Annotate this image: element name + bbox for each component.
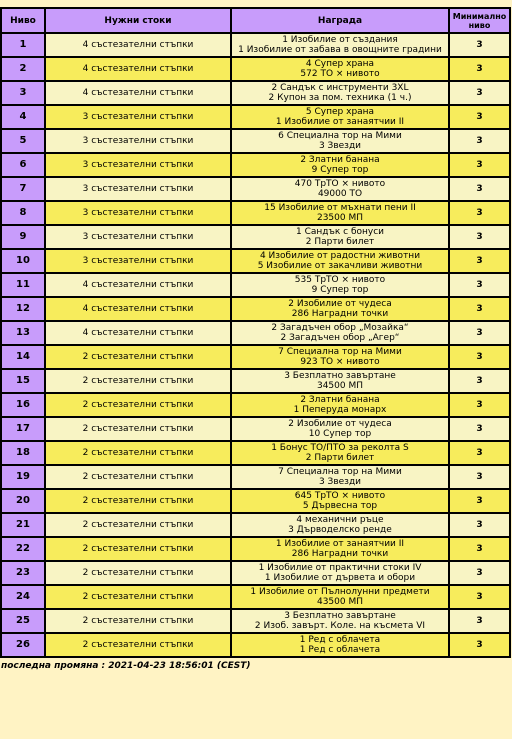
table-row xyxy=(1,345,510,369)
table-row xyxy=(1,81,510,105)
reward-cell xyxy=(231,177,449,201)
min-level-cell: 3 xyxy=(449,633,510,657)
goods-cell: 4 състезателни стъпки xyxy=(45,297,231,321)
reward-line: 1 Пеперуда монарх xyxy=(293,405,387,415)
reward-line: 3 Звезди xyxy=(318,477,362,487)
table-row xyxy=(1,417,510,441)
table-row xyxy=(1,369,510,393)
header-min-level xyxy=(449,8,510,33)
level-cell: 18 xyxy=(1,441,45,465)
reward-line: 4 механични ръце xyxy=(296,515,384,525)
level-cell: 15 xyxy=(1,369,45,393)
level-cell: 14 xyxy=(1,345,45,369)
reward-cell xyxy=(231,33,449,57)
reward-line: 4 Изобилие от радостни животни xyxy=(259,251,421,261)
reward-cell xyxy=(231,297,449,321)
reward-line: 535 ТрТО × нивото xyxy=(294,275,386,285)
level-cell: 17 xyxy=(1,417,45,441)
table-row xyxy=(1,201,510,225)
table-row xyxy=(1,585,510,609)
goods-cell: 2 състезателни стъпки xyxy=(45,441,231,465)
reward-line: 572 ТО × нивото xyxy=(300,69,380,79)
goods-cell: 3 състезателни стъпки xyxy=(45,105,231,129)
reward-line: 2 Парти билет xyxy=(305,237,375,247)
min-level-cell: 3 xyxy=(449,441,510,465)
min-level-cell: 3 xyxy=(449,417,510,441)
min-level-cell: 3 xyxy=(449,369,510,393)
goods-cell: 3 състезателни стъпки xyxy=(45,249,231,273)
reward-line: 2 Парти билет xyxy=(305,453,375,463)
reward-line: 2 Златни банана xyxy=(300,395,380,405)
reward-line: 1 Изобилие от създания xyxy=(282,35,398,45)
reward-line: 9 Супер тор xyxy=(311,165,369,175)
reward-line: 10 Супер тор xyxy=(308,429,372,439)
level-cell: 23 xyxy=(1,561,45,585)
min-level-cell: 3 xyxy=(449,537,510,561)
reward-line: 3 Дърводелско ренде xyxy=(288,525,392,535)
reward-line: 3 Безплатно завъртане xyxy=(284,371,396,381)
table-row xyxy=(1,249,510,273)
reward-cell xyxy=(231,345,449,369)
goods-cell: 2 състезателни стъпки xyxy=(45,393,231,417)
reward-cell xyxy=(231,225,449,249)
goods-cell: 4 състезателни стъпки xyxy=(45,33,231,57)
header-min-level-line2: ниво xyxy=(468,20,491,30)
table-row xyxy=(1,633,510,657)
reward-line: 1 Ред с облачета xyxy=(299,635,381,645)
level-cell: 1 xyxy=(1,33,45,57)
goods-cell: 4 състезателни стъпки xyxy=(45,321,231,345)
goods-cell: 3 състезателни стъпки xyxy=(45,201,231,225)
level-cell: 2 xyxy=(1,57,45,81)
table-row xyxy=(1,57,510,81)
goods-cell: 4 състезателни стъпки xyxy=(45,273,231,297)
reward-cell xyxy=(231,81,449,105)
reward-cell xyxy=(231,201,449,225)
reward-cell xyxy=(231,321,449,345)
reward-line: 1 Изобилие от забава в овощните градини xyxy=(238,45,442,55)
reward-line: 2 Изобилие от чудеса xyxy=(288,419,392,429)
min-level-cell: 3 xyxy=(449,393,510,417)
header-goods: Нужни стоки xyxy=(45,8,231,33)
level-cell: 10 xyxy=(1,249,45,273)
table-body xyxy=(1,33,510,657)
goods-cell: 2 състезателни стъпки xyxy=(45,561,231,585)
goods-cell: 3 състезателни стъпки xyxy=(45,225,231,249)
level-cell: 16 xyxy=(1,393,45,417)
table-row xyxy=(1,225,510,249)
reward-line: 1 Изобилие от Пълнолунни предмети xyxy=(250,587,430,597)
reward-cell xyxy=(231,489,449,513)
table-row xyxy=(1,321,510,345)
min-level-cell: 3 xyxy=(449,177,510,201)
table-row xyxy=(1,153,510,177)
table-row xyxy=(1,609,510,633)
table-row xyxy=(1,513,510,537)
goods-cell: 2 състезателни стъпки xyxy=(45,345,231,369)
header-reward: Награда xyxy=(231,8,449,33)
goods-cell: 3 състезателни стъпки xyxy=(45,129,231,153)
reward-cell xyxy=(231,273,449,297)
reward-cell xyxy=(231,393,449,417)
table-row xyxy=(1,273,510,297)
reward-cell xyxy=(231,249,449,273)
reward-line: 2 Загадъчен обор „Агер“ xyxy=(280,333,400,343)
reward-line: 4 Супер храна xyxy=(305,59,375,69)
min-level-cell: 3 xyxy=(449,465,510,489)
level-cell: 20 xyxy=(1,489,45,513)
reward-cell xyxy=(231,57,449,81)
reward-cell xyxy=(231,513,449,537)
reward-line: 2 Загадъчен обор „Мозайка“ xyxy=(271,323,409,333)
goods-cell: 2 състезателни стъпки xyxy=(45,585,231,609)
reward-line: 3 Звезди xyxy=(318,141,362,151)
table-row xyxy=(1,465,510,489)
reward-cell xyxy=(231,561,449,585)
reward-line: 5 Дървесна тор xyxy=(302,501,378,511)
reward-line: 2 Изоб. завърт. Коле. на късмета VI xyxy=(254,621,426,631)
min-level-cell: 3 xyxy=(449,609,510,633)
table-row xyxy=(1,489,510,513)
rewards-table xyxy=(0,7,511,658)
level-cell: 12 xyxy=(1,297,45,321)
reward-line: 1 Бонус ТО/ПТО за реколта S xyxy=(271,443,409,453)
header-min-level-line1: Минимално xyxy=(452,11,507,21)
min-level-cell: 3 xyxy=(449,345,510,369)
level-cell: 3 xyxy=(1,81,45,105)
reward-line: 1 Ред с облачета xyxy=(299,645,381,655)
min-level-cell: 3 xyxy=(449,225,510,249)
min-level-cell: 3 xyxy=(449,273,510,297)
goods-cell: 2 състезателни стъпки xyxy=(45,513,231,537)
reward-line: 5 Изобилие от закачливи животни xyxy=(257,261,423,271)
level-cell: 25 xyxy=(1,609,45,633)
reward-line: 6 Специална тор на Мими xyxy=(278,131,402,141)
min-level-cell: 3 xyxy=(449,81,510,105)
reward-line: 34500 МП xyxy=(316,381,364,391)
goods-cell: 2 състезателни стъпки xyxy=(45,417,231,441)
level-cell: 13 xyxy=(1,321,45,345)
goods-cell: 4 състезателни стъпки xyxy=(45,81,231,105)
reward-line: 9 Супер тор xyxy=(311,285,369,295)
level-cell: 4 xyxy=(1,105,45,129)
min-level-cell: 3 xyxy=(449,249,510,273)
level-cell: 11 xyxy=(1,273,45,297)
reward-cell xyxy=(231,369,449,393)
reward-line: 286 Наградни точки xyxy=(291,549,389,559)
min-level-cell: 3 xyxy=(449,129,510,153)
reward-line: 3 Безплатно завъртане xyxy=(284,611,396,621)
min-level-cell: 3 xyxy=(449,33,510,57)
reward-cell xyxy=(231,441,449,465)
table-row xyxy=(1,441,510,465)
reward-cell xyxy=(231,465,449,489)
level-cell: 5 xyxy=(1,129,45,153)
reward-line: 43500 МП xyxy=(316,597,364,607)
min-level-cell: 3 xyxy=(449,201,510,225)
table-row xyxy=(1,177,510,201)
min-level-cell: 3 xyxy=(449,153,510,177)
header-level: Ниво xyxy=(1,8,45,33)
goods-cell: 2 състезателни стъпки xyxy=(45,489,231,513)
last-modified: последна промяна : 2021-04-23 18:56:01 (CEST) xyxy=(1,661,251,671)
reward-cell xyxy=(231,609,449,633)
reward-line: 2 Купон за пом. техника (1 ч.) xyxy=(268,93,412,103)
min-level-cell: 3 xyxy=(449,105,510,129)
level-cell: 24 xyxy=(1,585,45,609)
level-cell: 8 xyxy=(1,201,45,225)
level-cell: 21 xyxy=(1,513,45,537)
table-row xyxy=(1,297,510,321)
reward-line: 470 ТрТО × нивото xyxy=(294,179,386,189)
level-cell: 9 xyxy=(1,225,45,249)
reward-cell xyxy=(231,417,449,441)
table-header-row xyxy=(1,8,510,33)
goods-cell: 3 състезателни стъпки xyxy=(45,177,231,201)
goods-cell: 2 състезателни стъпки xyxy=(45,609,231,633)
reward-line: 7 Специална тор на Мими xyxy=(278,347,402,357)
reward-cell xyxy=(231,537,449,561)
reward-line: 2 Сандък с инструменти 3XL xyxy=(271,83,409,93)
level-cell: 19 xyxy=(1,465,45,489)
reward-line: 49000 ТО xyxy=(317,189,363,199)
reward-cell xyxy=(231,153,449,177)
table-row xyxy=(1,561,510,585)
reward-line: 2 Изобилие от чудеса xyxy=(288,299,392,309)
reward-cell xyxy=(231,129,449,153)
reward-line: 5 Супер храна xyxy=(305,107,375,117)
table-row xyxy=(1,33,510,57)
table-row xyxy=(1,537,510,561)
reward-cell xyxy=(231,585,449,609)
reward-cell xyxy=(231,633,449,657)
goods-cell: 3 състезателни стъпки xyxy=(45,153,231,177)
goods-cell: 2 състезателни стъпки xyxy=(45,537,231,561)
table-row xyxy=(1,105,510,129)
reward-line: 1 Изобилие от практични стоки IV xyxy=(258,563,422,573)
reward-line: 1 Сандък с бонуси xyxy=(295,227,385,237)
min-level-cell: 3 xyxy=(449,585,510,609)
level-cell: 7 xyxy=(1,177,45,201)
level-cell: 26 xyxy=(1,633,45,657)
goods-cell: 2 състезателни стъпки xyxy=(45,465,231,489)
min-level-cell: 3 xyxy=(449,513,510,537)
min-level-cell: 3 xyxy=(449,489,510,513)
reward-line: 645 ТрТО × нивото xyxy=(294,491,386,501)
reward-line: 2 Златни банана xyxy=(300,155,380,165)
level-cell: 22 xyxy=(1,537,45,561)
goods-cell: 2 състезателни стъпки xyxy=(45,369,231,393)
goods-cell: 2 състезателни стъпки xyxy=(45,633,231,657)
reward-line: 1 Изобилие от занаятчии II xyxy=(275,539,405,549)
table-row xyxy=(1,129,510,153)
min-level-cell: 3 xyxy=(449,297,510,321)
goods-cell: 4 състезателни стъпки xyxy=(45,57,231,81)
table-row xyxy=(1,393,510,417)
reward-line: 15 Изобилие от мъхнати пени II xyxy=(264,203,416,213)
reward-line: 1 Изобилие от дървета и обори xyxy=(264,573,416,583)
reward-line: 1 Изобилие от занаятчии II xyxy=(275,117,405,127)
reward-cell xyxy=(231,105,449,129)
reward-line: 286 Наградни точки xyxy=(291,309,389,319)
min-level-cell: 3 xyxy=(449,321,510,345)
reward-line: 23500 МП xyxy=(316,213,364,223)
reward-line: 923 ТО × нивото xyxy=(300,357,380,367)
min-level-cell: 3 xyxy=(449,561,510,585)
level-cell: 6 xyxy=(1,153,45,177)
reward-line: 7 Специална тор на Мими xyxy=(278,467,402,477)
min-level-cell: 3 xyxy=(449,57,510,81)
